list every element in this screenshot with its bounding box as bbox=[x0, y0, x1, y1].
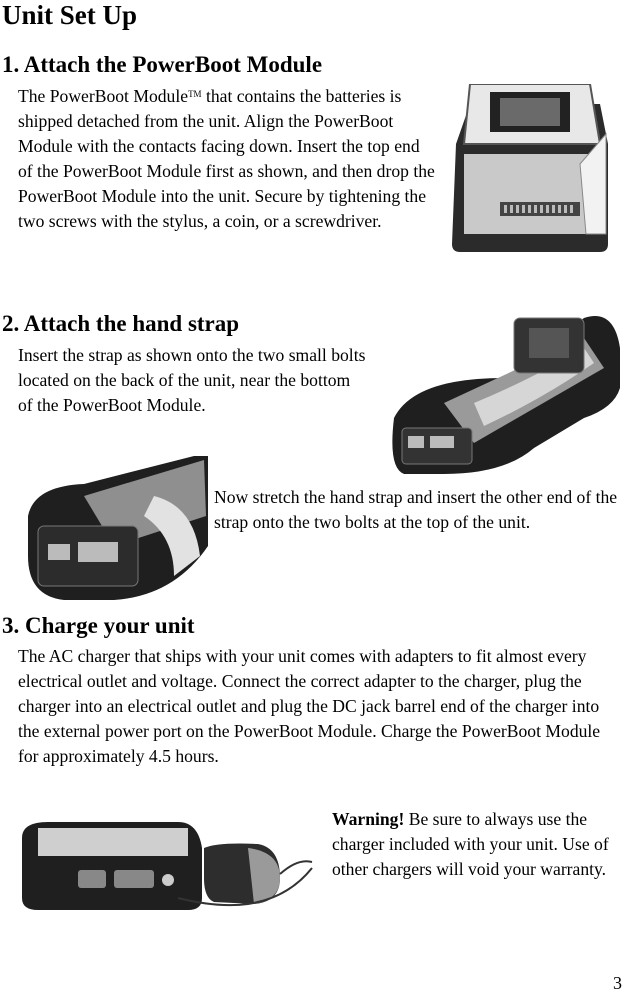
hand-strap-back-photo bbox=[384, 308, 622, 476]
powerboot-module-photo bbox=[450, 84, 608, 254]
section-1-text: The PowerBoot Module™ that contains the batteries is shipped detached from the unit. Align the PowerBoot Module with the contacts facing down. Insert the top end of the PowerBoot Module first as shown, and then drop the PowerBoot Module into the unit. Secure by tightening the two screws with the stylus, a coin, or a screwdriver. bbox=[18, 86, 435, 231]
section-1-heading: 1. Attach the PowerBoot Module bbox=[2, 52, 323, 77]
warning-text: Warning! Be sure to always use the charger included with your unit. Use of other chargers will void your warranty. bbox=[332, 809, 609, 879]
section-2-text-2: Now stretch the hand strap and insert the other end of the strap onto the two bolts at the top of the unit. bbox=[214, 487, 618, 532]
section-2-heading: 2. Attach the hand strap bbox=[2, 311, 240, 336]
section-3-heading: 3. Charge your unit bbox=[2, 613, 195, 638]
section-3-text: The AC charger that ships with your unit comes with adapters to fit almost every electrical outlet and voltage. Connect the correct adapter to the charger, plug the charger into an electrical outlet and plug the DC jack barrel end of the charger into the external power port on the PowerBoot Module. Charge the PowerBoot Module for approximately 4.5 hours. bbox=[18, 646, 601, 766]
trademark-mark: TM bbox=[188, 89, 202, 99]
charger-photo bbox=[18, 818, 314, 912]
page-title: Unit Set Up bbox=[2, 0, 138, 30]
page-number: 3 bbox=[613, 973, 622, 993]
section-2-text: Insert the strap as shown onto the two small bolts located on the back of the unit, near the bottom of the PowerBoot Module. bbox=[18, 345, 366, 415]
hand-strap-front-photo bbox=[24, 456, 208, 602]
warning-label: Warning! bbox=[332, 809, 405, 829]
